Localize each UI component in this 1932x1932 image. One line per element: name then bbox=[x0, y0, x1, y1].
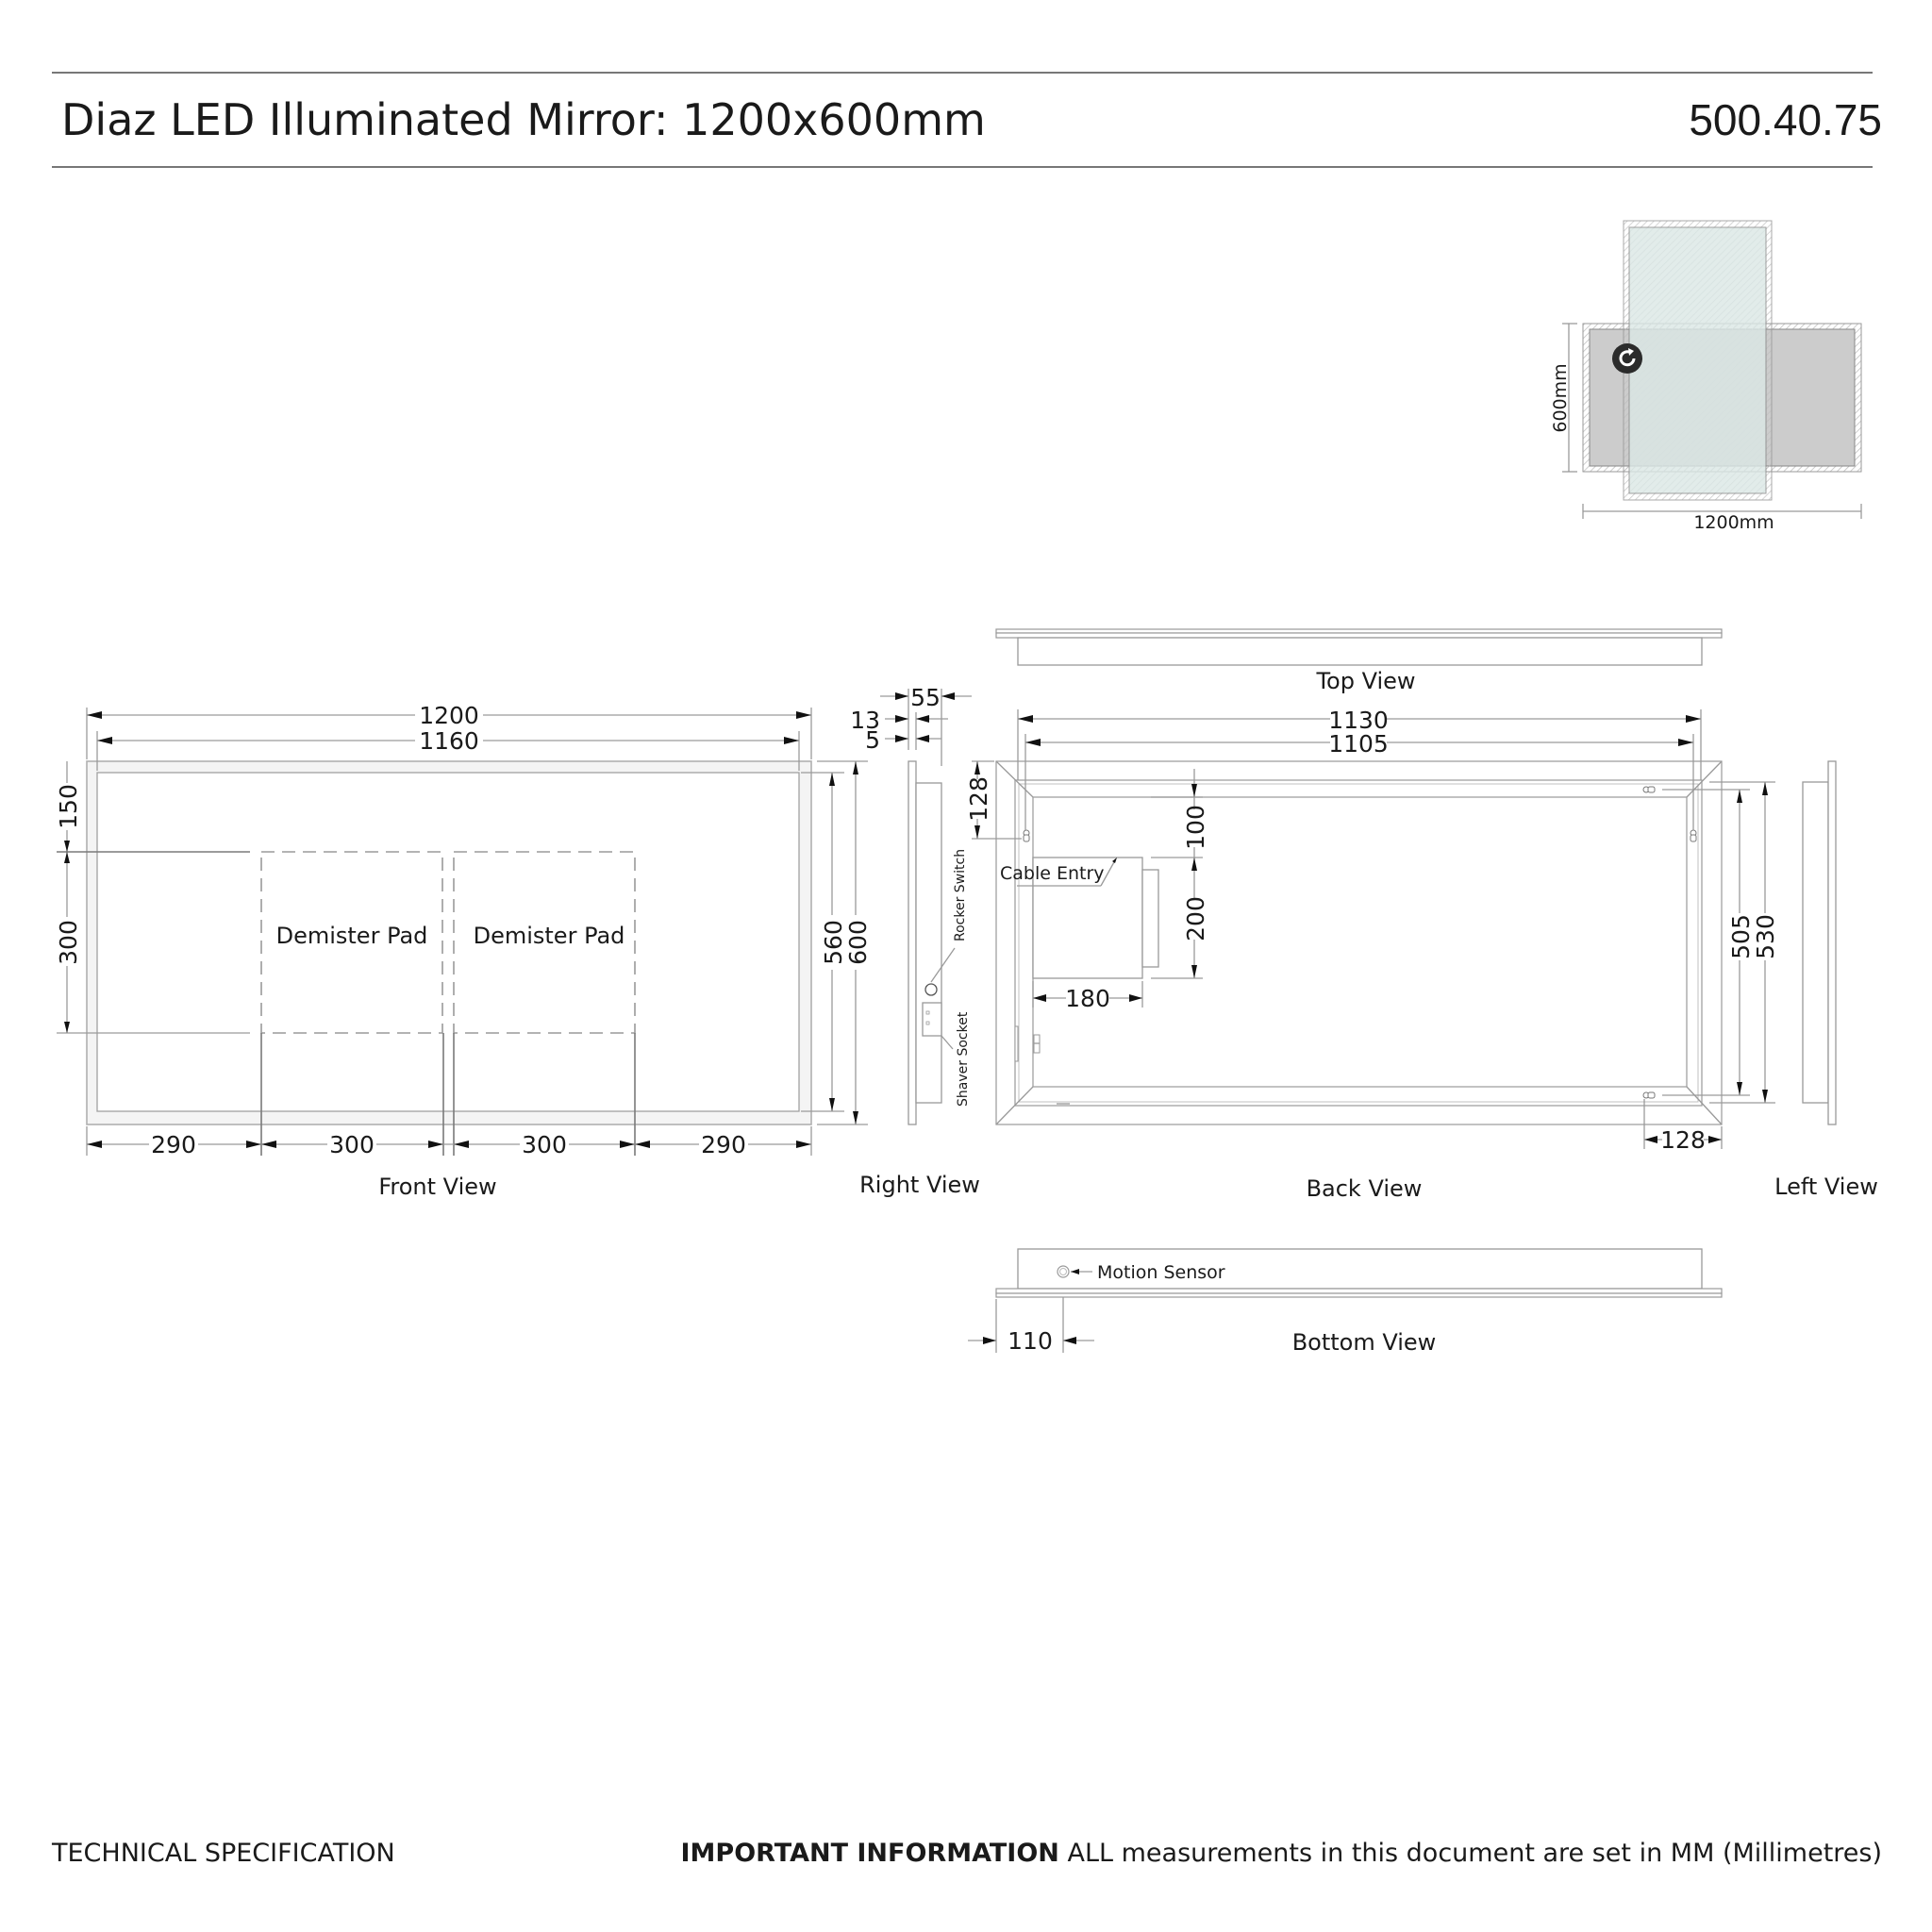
dim-back-height-inner: 505 bbox=[1727, 914, 1755, 959]
left-glass-edge bbox=[1828, 761, 1836, 1124]
keyhole-icon bbox=[1690, 830, 1696, 841]
motion-sensor-icon bbox=[1058, 1266, 1069, 1277]
motion-sensor-callout: Motion Sensor bbox=[1097, 1262, 1225, 1283]
dim-bottom-pad-2: 300 bbox=[522, 1131, 567, 1158]
cable-entry-callout: Cable Entry bbox=[1000, 863, 1105, 884]
dim-inner-height: 560 bbox=[820, 920, 847, 965]
page-title: Diaz LED Illuminated Mirror: 1200x600mm bbox=[61, 94, 986, 145]
dim-box-top: 100 bbox=[1182, 805, 1209, 850]
dim-left-keyhole: 128 bbox=[965, 776, 992, 822]
footer bbox=[51, 1839, 1882, 1868]
dim-edge: 5 bbox=[865, 726, 880, 754]
back-view bbox=[965, 707, 1779, 1202]
dim-bottom-right: 290 bbox=[701, 1131, 746, 1158]
dim-back-height-outer: 530 bbox=[1752, 914, 1779, 959]
footer-left-label: TECHNICAL SPECIFICATION bbox=[52, 1839, 395, 1868]
dim-bottom-pad-1: 300 bbox=[329, 1131, 375, 1158]
shaver-socket-callout: Shaver Socket bbox=[956, 1011, 971, 1107]
right-view-label: Right View bbox=[859, 1172, 980, 1198]
mirror-glass bbox=[97, 773, 799, 1111]
dim-box-height: 200 bbox=[1182, 896, 1209, 941]
thumbnail-height-label: 600mm bbox=[1550, 363, 1571, 433]
keyhole-icon bbox=[1024, 830, 1029, 841]
rocker-switch-callout: Rocker Switch bbox=[953, 848, 968, 941]
dim-back-width-outer: 1130 bbox=[1328, 707, 1389, 734]
dim-right-keyhole: 128 bbox=[1660, 1126, 1706, 1154]
keyhole-icon bbox=[1643, 1092, 1655, 1098]
important-label: IMPORTANT INFORMATION bbox=[680, 1839, 1059, 1868]
front-view-label: Front View bbox=[378, 1174, 497, 1200]
product-code: 500.40.75 bbox=[1689, 95, 1882, 144]
left-view-label: Left View bbox=[1774, 1174, 1878, 1200]
right-body bbox=[916, 783, 941, 1103]
demister-pad-label: Demister Pad bbox=[473, 923, 625, 949]
dim-overall-height: 600 bbox=[844, 920, 872, 965]
header bbox=[52, 73, 1882, 167]
dim-bottom-left: 290 bbox=[151, 1131, 196, 1158]
back-view-label: Back View bbox=[1306, 1175, 1423, 1202]
left-view bbox=[1774, 761, 1878, 1200]
footer-important-info bbox=[681, 1839, 1882, 1868]
left-body bbox=[1803, 782, 1828, 1103]
right-glass-edge bbox=[908, 761, 916, 1124]
top-view bbox=[996, 629, 1722, 694]
orientation-thumbnail bbox=[1550, 221, 1861, 533]
dim-depth: 55 bbox=[910, 684, 941, 711]
thumbnail-width-label: 1200mm bbox=[1693, 512, 1774, 533]
front-view bbox=[55, 702, 872, 1200]
dim-glass: 13 bbox=[850, 707, 880, 734]
dim-box-width: 180 bbox=[1065, 985, 1110, 1012]
dim-pad-height: 300 bbox=[55, 920, 82, 965]
bottom-view bbox=[968, 1249, 1722, 1356]
dim-top-offset: 150 bbox=[55, 784, 82, 829]
demister-pad-label: Demister Pad bbox=[275, 923, 428, 949]
rotate-icon[interactable] bbox=[1612, 343, 1642, 374]
dim-inner-width: 1160 bbox=[419, 727, 479, 755]
keyhole-icon bbox=[1643, 787, 1655, 792]
dim-overall-width: 1200 bbox=[419, 702, 479, 729]
top-view-label: Top View bbox=[1316, 668, 1416, 694]
dim-back-width-inner: 1105 bbox=[1328, 730, 1389, 758]
bottom-view-label: Bottom View bbox=[1291, 1329, 1437, 1356]
important-text: ALL measurements in this document are set in MM (Millimetres) bbox=[1058, 1839, 1882, 1868]
shaver-socket-icon bbox=[923, 1003, 941, 1036]
rocker-switch-icon bbox=[925, 984, 937, 995]
portrait-glass bbox=[1629, 227, 1766, 493]
dim-sensor-offset: 110 bbox=[1008, 1327, 1053, 1355]
